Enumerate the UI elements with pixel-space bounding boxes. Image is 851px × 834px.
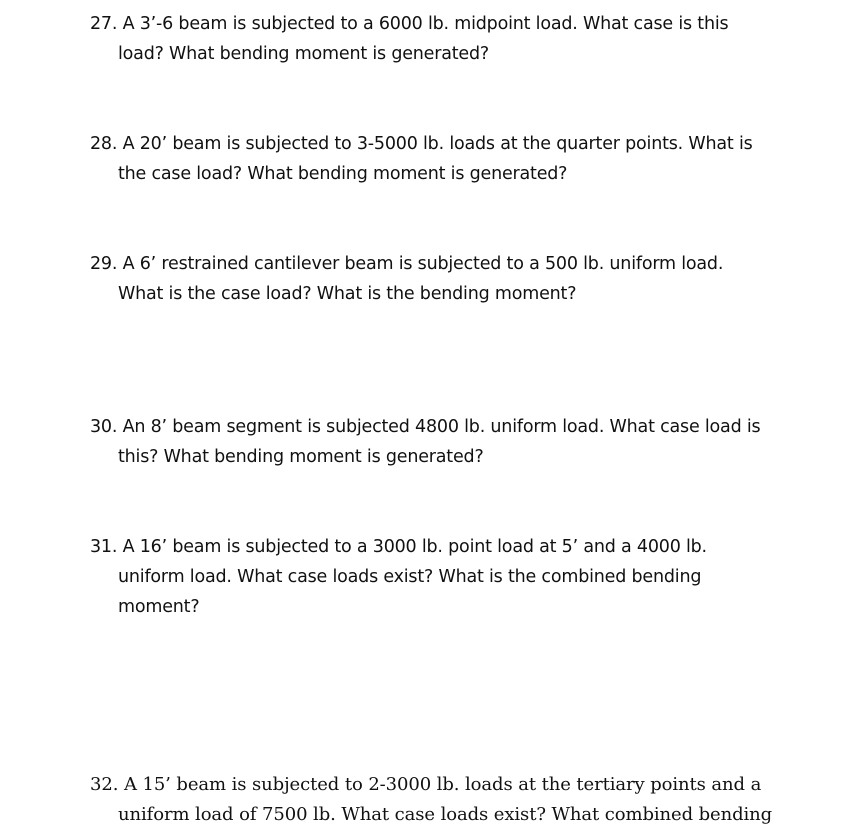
question-31-line-1: 31. A 16’ beam is subjected to a 3000 lb. point load at 5’ and a 4000 lb.	[90, 537, 707, 557]
question-31-line-3: moment?	[118, 597, 200, 617]
question-28-line-1: 28. A 20’ beam is subjected to 3-5000 lb. loads at the quarter points. What is	[90, 134, 753, 154]
question-32-line-1: 32. A 15’ beam is subjected to 2-3000 lb. loads at the tertiary points and a	[90, 774, 762, 795]
question-30-line-1: 30. An 8’ beam segment is subjected 4800 lb. uniform load. What case load is	[90, 417, 761, 437]
question-27	[90, 9, 790, 69]
question-32	[90, 770, 790, 830]
question-29	[90, 249, 790, 309]
question-31	[90, 532, 790, 622]
question-32-line-2: uniform load of 7500 lb. What case loads exist? What combined bending	[118, 804, 773, 825]
question-27-line-1: 27. A 3’-6 beam is subjected to a 6000 lb. midpoint load. What case is this	[90, 14, 729, 34]
question-30-line-2: this? What bending moment is generated?	[118, 447, 484, 467]
question-29-line-1: 29. A 6’ restrained cantilever beam is subjected to a 500 lb. uniform load.	[90, 254, 724, 274]
question-29-line-2: What is the case load? What is the bending moment?	[118, 284, 577, 304]
question-28-line-2: the case load? What bending moment is generated?	[118, 164, 568, 184]
question-28	[90, 129, 790, 189]
question-30	[90, 412, 790, 472]
question-27-line-2: load? What bending moment is generated?	[118, 44, 489, 64]
question-31-line-2: uniform load. What case loads exist? What is the combined bending	[118, 567, 702, 587]
